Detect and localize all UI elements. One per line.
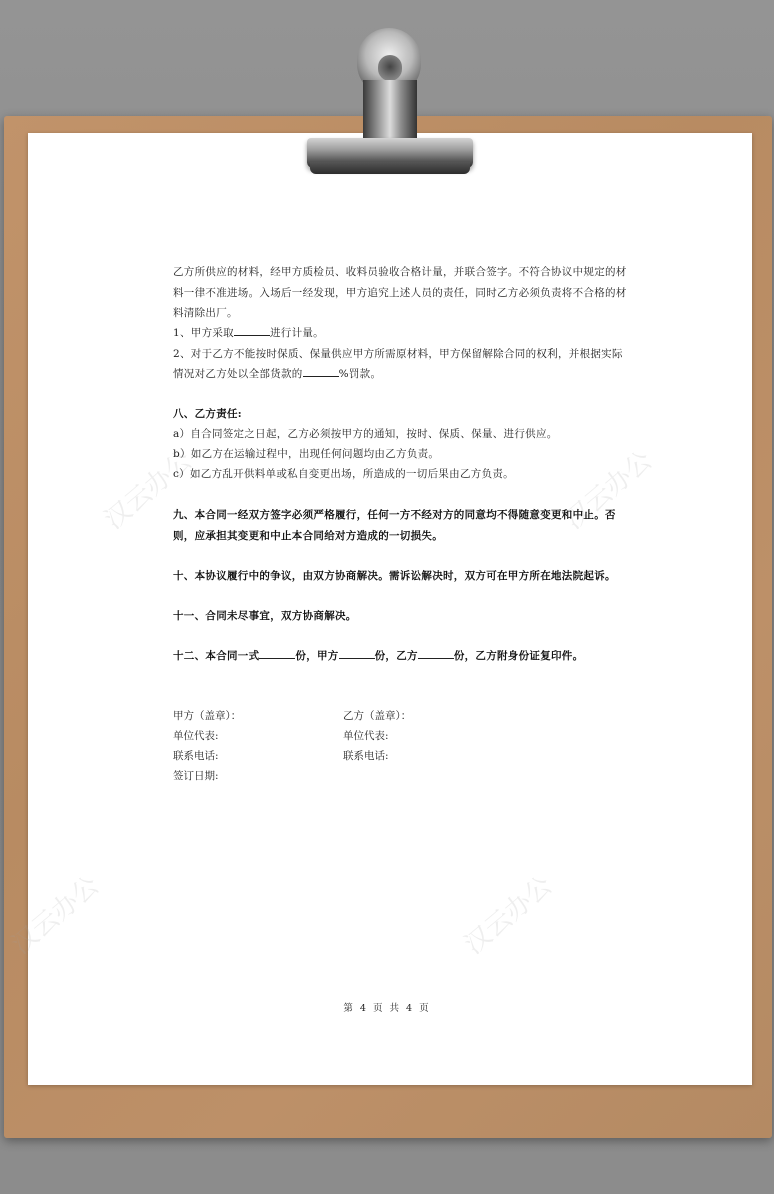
item-2-line1: 2、对于乙方不能按时保质、保量供应甲方所需原材料，甲方保留解除合同的权利，并根据实际 — [173, 348, 623, 360]
paragraph-line: 料清除出厂。 — [173, 307, 238, 319]
watermark-3: 汉云办公 — [6, 870, 106, 961]
section-12-part4: 份，乙方附身份证复印件。 — [453, 650, 584, 662]
party-a-rep: 单位代表: — [173, 730, 219, 742]
item-2-prefix: 情况对乙方处以全部货款的 — [173, 368, 303, 380]
section-12-part1: 十二、本合同一式 — [173, 650, 260, 662]
party-b-rep: 单位代表: — [343, 730, 389, 742]
watermark-1: 汉云办公 — [99, 445, 199, 536]
party-a-date: 签订日期: — [173, 770, 219, 782]
section-9-line1: 九、本合同一经双方签字必须严格履行，任何一方不经对方的同意均不得随意变更和中止。否 — [173, 509, 616, 521]
section-12-part3: 份，乙方 — [374, 650, 418, 662]
section-12 — [173, 648, 583, 663]
item-1-suffix: 进行计量。 — [269, 327, 324, 339]
section-8-item: c）如乙方乱开供料单或私自变更出场，所造成的一切后果由乙方负责。 — [173, 468, 514, 480]
paragraph-line: 料一律不准进场。入场后一经发现，甲方追究上述人员的责任，同时乙方必须负责将不合格的材 — [173, 287, 627, 299]
section-8-heading: 八、乙方责任: — [173, 408, 242, 420]
section-10: 十、本协议履行中的争议，由双方协商解决。需诉讼解决时，双方可在甲方所在地法院起诉。 — [173, 570, 616, 582]
item-2-suffix: %罚款。 — [338, 368, 382, 380]
watermark-4: 汉云办公 — [459, 870, 559, 961]
clip-body — [363, 80, 417, 142]
party-a-seal: 甲方（盖章）： — [173, 710, 242, 722]
paragraph-line: 乙方所供应的材料，经甲方质检员、收料员验收合格计量，并联合签字。不符合协议中规定的材 — [173, 266, 627, 278]
blank-field — [339, 649, 375, 659]
item-1-prefix: 1、甲方采取 — [173, 327, 234, 339]
item-2-line2 — [173, 366, 381, 381]
section-9-line2: 则，应承担其变更和中止本合同给对方造成的一切损失。 — [173, 530, 443, 542]
blank-field — [303, 367, 339, 377]
section-8-item: b）如乙方在运输过程中，出现任何问题均由乙方负责。 — [173, 448, 440, 460]
item-1 — [173, 325, 324, 340]
blank-field — [259, 649, 295, 659]
party-b-phone: 联系电话: — [343, 750, 389, 762]
watermark-2: 汉云办公 — [559, 445, 659, 536]
section-12-part2: 份，甲方 — [295, 650, 339, 662]
section-8-item: a）自合同签定之日起，乙方必须按甲方的通知，按时、保质、保量、进行供应。 — [173, 428, 558, 440]
blank-field — [418, 649, 454, 659]
section-11: 十一、合同未尽事宜，双方协商解决。 — [173, 610, 357, 622]
clip-lip — [310, 162, 470, 174]
clip-hole — [378, 55, 402, 81]
blank-field — [234, 326, 270, 336]
page-number: 第 4 页 共 4 页 — [343, 1003, 431, 1014]
party-b-seal: 乙方（盖章）： — [343, 710, 412, 722]
party-a-phone: 联系电话: — [173, 750, 219, 762]
